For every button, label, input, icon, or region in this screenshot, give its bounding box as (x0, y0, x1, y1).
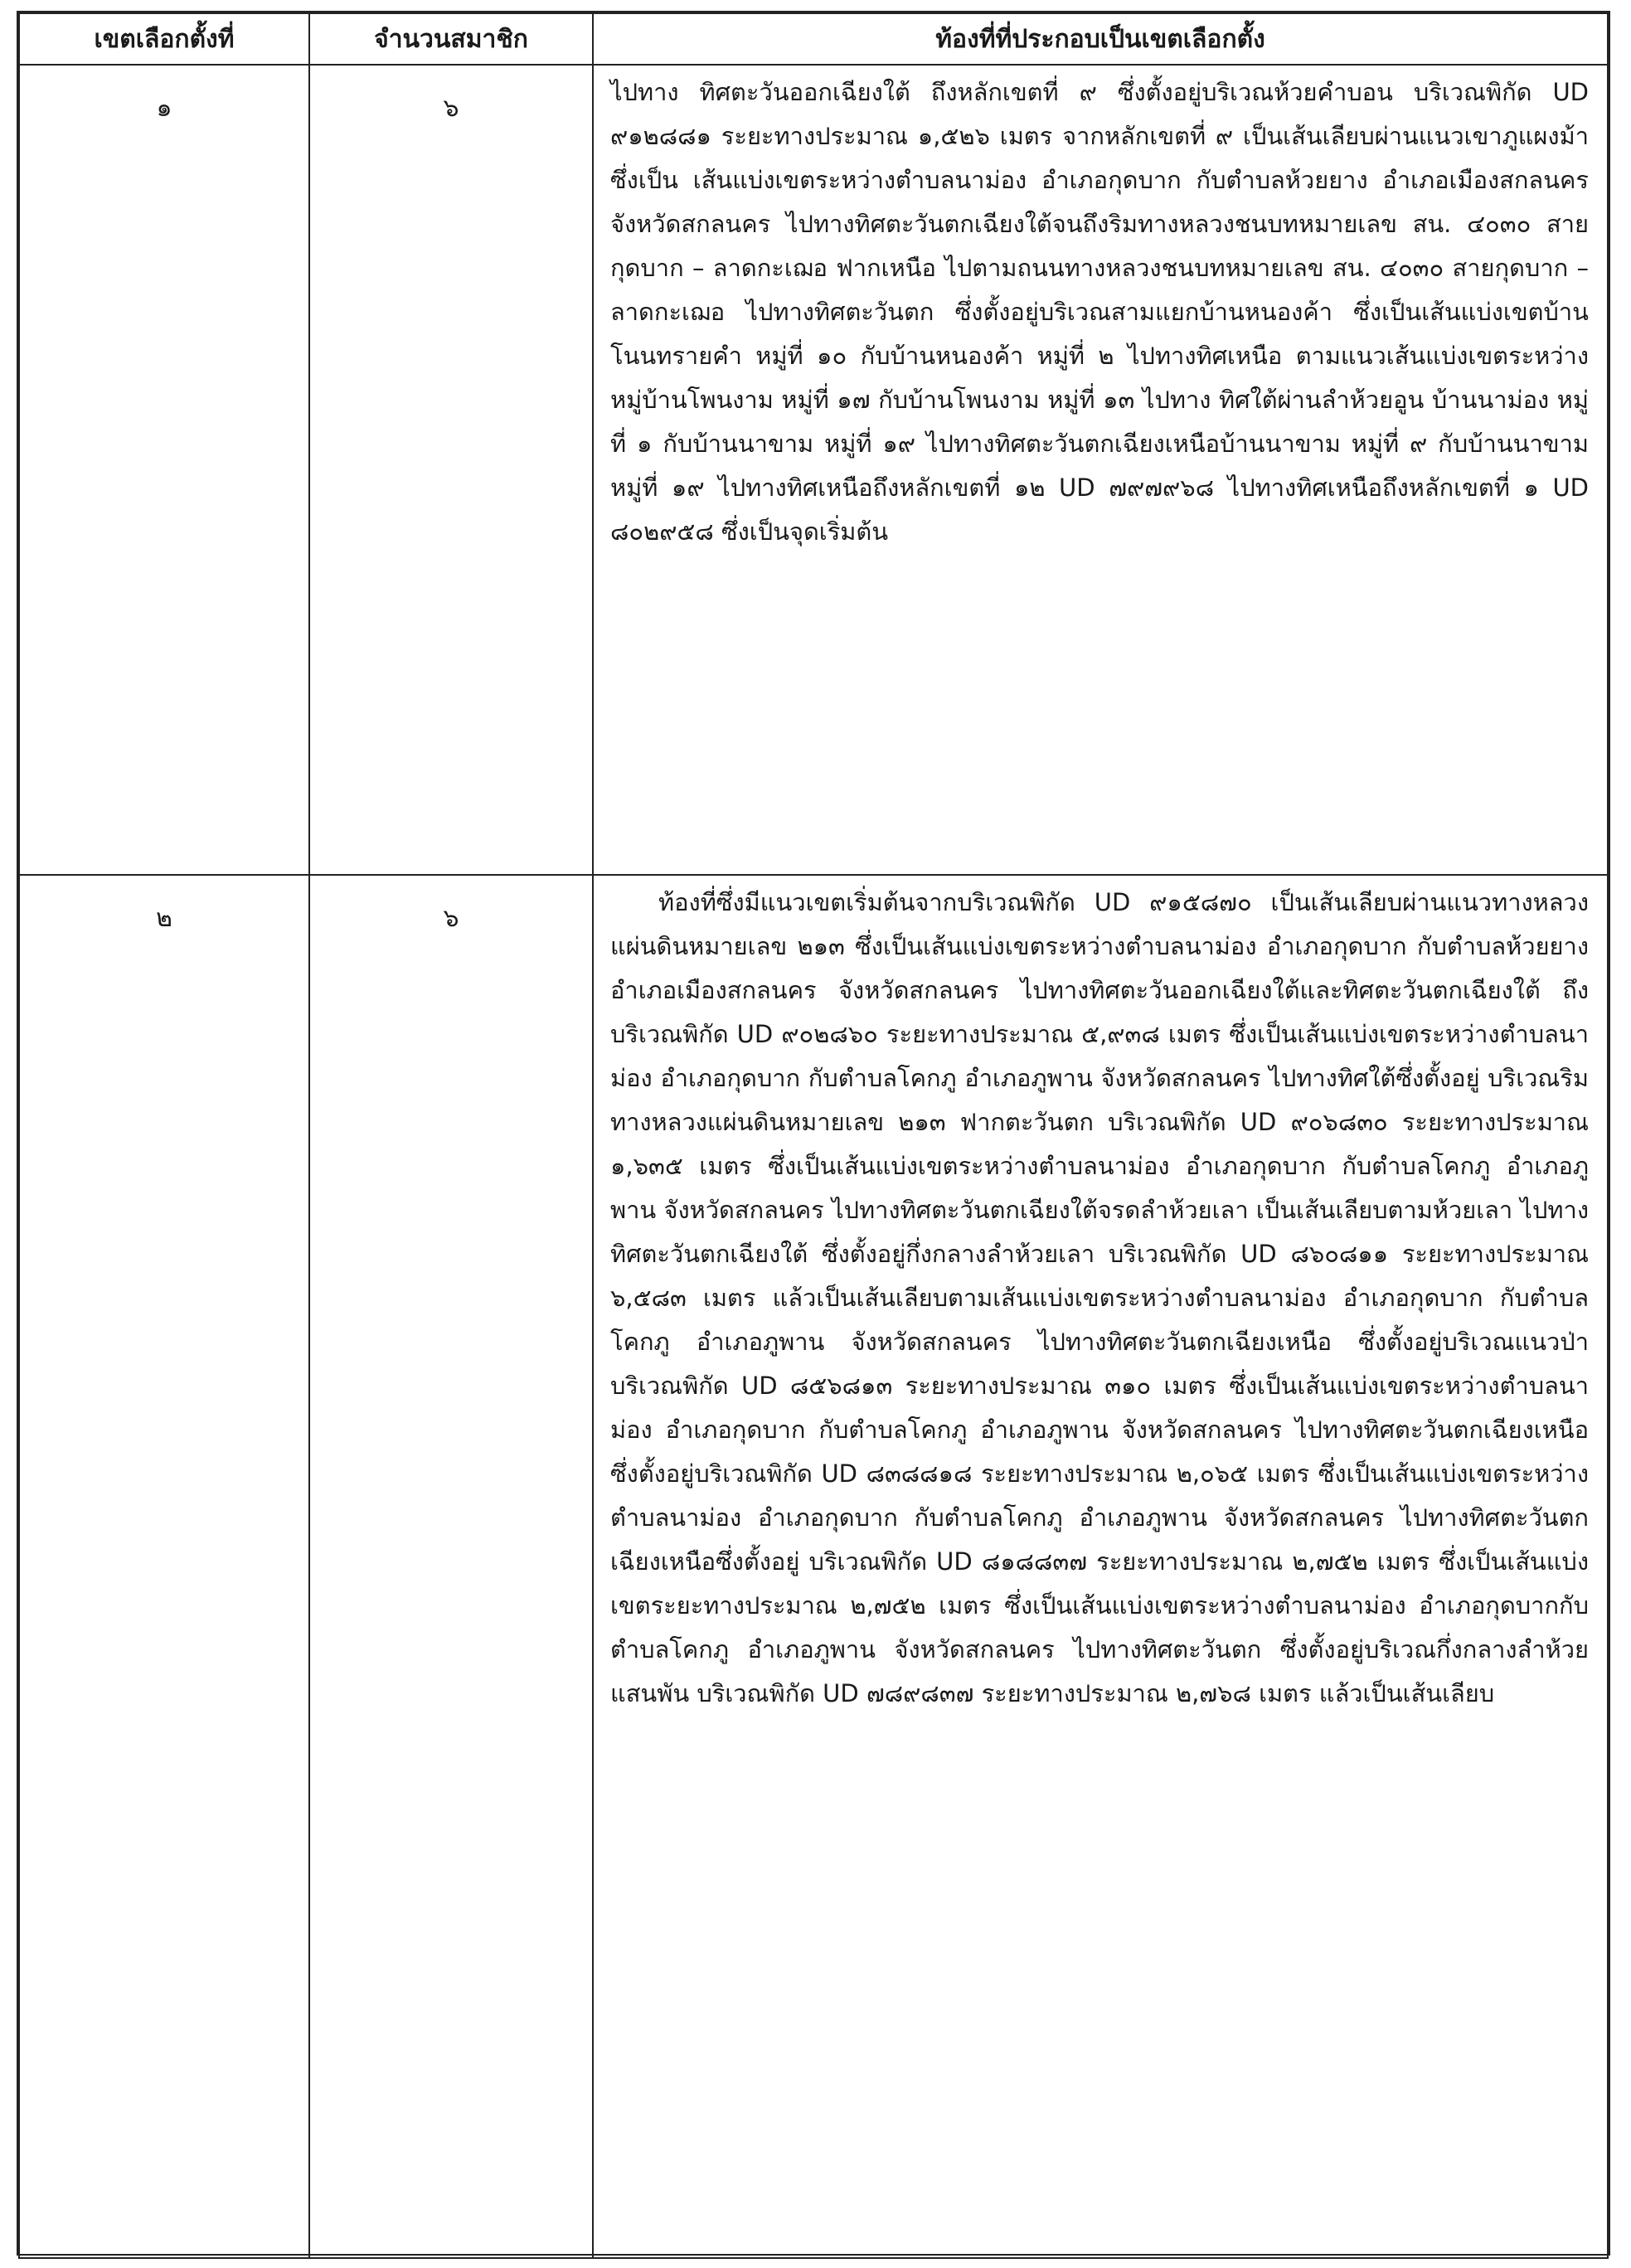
member-count: ๖ (309, 65, 593, 875)
table-row (19, 65, 1608, 875)
area-description: ไปทาง ทิศตะวันออกเฉียงใต้ ถึงหลักเขตที่ ๙ ซึ่งตั้งอยู่บริเวณห้วยคำบอน บริเวณพิกัด UD ๙๑๒๘๘๑ ระยะทางประมาณ ๑,๕๒๖ เมตร จากหลักเขตที่ ๙ เป็นเส้นเลียบผ่านแนวเขาภูแผงม้า ซึ่งเป็น เส้นแบ่งเขตระหว่างตำบลนาม่อง อำเภอกุดบาก กับตำบลห้วยยาง อำเภอเมืองสกลนคร จังหวัดสกลนคร ไปทางทิศตะวันตกเฉียงใต้จนถึงริมทางหลวงชนบทหมายเลข สน. ๔๐๓๐ สายกุดบาก – ลาดกะเฌอ ฟากเหนือ ไปตามถนนทางหลวงชนบทหมายเลข สน. ๔๐๓๐ สายกุดบาก – ลาดกะเฌอ ไปทางทิศตะวันตก ซึ่งตั้งอยู่บริเวณสามแยกบ้านหนองค้า ซึ่งเป็นเส้นแบ่งเขตบ้านโนนทรายคำ หมู่ที่ ๑๐ กับบ้านหนองค้า หมู่ที่ ๒ ไปทางทิศเหนือ ตามแนวเส้นแบ่งเขตระหว่างหมู่บ้านโพนงาม หมู่ที่ ๑๗ กับบ้านโพนงาม หมู่ที่ ๑๓ ไปทาง ทิศใต้ผ่านลำห้วยอูน บ้านนาม่อง หมู่ที่ ๑ กับบ้านนาขาม หมู่ที่ ๑๙ ไปทางทิศตะวันตกเฉียงเหนือบ้านนาขาม หมู่ที่ ๙ กับบ้านนาขาม หมู่ที่ ๑๙ ไปทางทิศเหนือถึงหลักเขตที่ ๑๒ UD ๗๙๗๙๖๘ ไปทางทิศเหนือถึงหลักเขตที่ ๑ UD ๘๐๒๙๕๘ ซึ่งเป็นจุดเริ่มต้น (593, 65, 1608, 875)
document-page (17, 11, 1610, 2256)
header-area: ท้องที่ที่ประกอบเป็นเขตเลือกตั้ง (593, 13, 1608, 65)
table-row (19, 875, 1608, 2258)
area-description-text: ท้องที่ซึ่งมีแนวเขตเริ่มต้นจากบริเวณพิกัด UD ๙๑๕๘๗๐ เป็นเส้นเลียบผ่านแนวทางหลวงแผ่นดินหมายเลข ๒๑๓ ซึ่งเป็นเส้นแบ่งเขตระหว่างตำบลนาม่อง อำเภอกุดบาก กับตำบลห้วยยาง อำเภอเมืองสกลนคร จังหวัดสกลนคร ไปทางทิศตะวันออกเฉียงใต้และทิศตะวันตกเฉียงใต้ ถึงบริเวณพิกัด UD ๙๐๒๘๖๐ ระยะทางประมาณ ๕,๙๓๘ เมตร ซึ่งเป็นเส้นแบ่งเขตระหว่างตำบลนาม่อง อำเภอกุดบาก กับตำบลโคกภู อำเภอภูพาน จังหวัดสกลนคร ไปทางทิศใต้ซึ่งตั้งอยู่ บริเวณริมทางหลวงแผ่นดินหมายเลข ๒๑๓ ฟากตะวันตก บริเวณพิกัด UD ๙๐๖๘๓๐ ระยะทางประมาณ ๑,๖๓๕ เมตร ซึ่งเป็นเส้นแบ่งเขตระหว่างตำบลนาม่อง อำเภอกุดบาก กับตำบลโคกภู อำเภอภูพาน จังหวัดสกลนคร ไปทางทิศตะวันตกเฉียงใต้จรดลำห้วยเลา เป็นเส้นเลียบตามห้วยเลา ไปทางทิศตะวันตกเฉียงใต้ ซึ่งตั้งอยู่กึ่งกลางลำห้วยเลา บริเวณพิกัด UD ๘๖๐๘๑๑ ระยะทางประมาณ ๖,๕๘๓ เมตร แล้วเป็นเส้นเลียบตามเส้นแบ่งเขตระหว่างตำบลนาม่อง อำเภอกุดบาก กับตำบลโคกภู อำเภอภูพาน จังหวัดสกลนคร ไปทางทิศตะวันตกเฉียงเหนือ ซึ่งตั้งอยู่บริเวณแนวป่า บริเวณพิกัด UD ๘๕๖๘๑๓ ระยะทางประมาณ ๓๑๐ เมตร ซึ่งเป็นเส้นแบ่งเขตระหว่างตำบลนาม่อง อำเภอกุดบาก กับตำบลโคกภู อำเภอภูพาน จังหวัดสกลนคร ไปทางทิศตะวันตกเฉียงเหนือ ซึ่งตั้งอยู่บริเวณพิกัด UD ๘๓๘๘๑๘ ระยะทางประมาณ ๒,๐๖๕ เมตร ซึ่งเป็นเส้นแบ่งเขตระหว่างตำบลนาม่อง อำเภอกุดบาก กับตำบลโคกภู อำเภอภูพาน จังหวัดสกลนคร ไปทางทิศตะวันตกเฉียงเหนือซึ่งตั้งอยู่ บริเวณพิกัด UD ๘๑๘๘๓๗ ระยะทางประมาณ ๒,๗๕๒ เมตร ซึ่งเป็นเส้นแบ่งเขตระยะทางประมาณ ๒,๗๕๒ เมตร ซึ่งเป็นเส้นแบ่งเขตระหว่างตำบลนาม่อง อำเภอกุดบากกับตำบลโคกภู อำเภอภูพาน จังหวัดสกลนคร ไปทางทิศตะวันตก ซึ่งตั้งอยู่บริเวณกึ่งกลางลำห้วยแสนพัน บริเวณพิกัด UD ๗๘๙๘๓๗ ระยะทางประมาณ ๒,๗๖๘ เมตร แล้วเป็นเส้นเลียบ (610, 888, 1589, 1707)
header-members: จำนวนสมาชิก (309, 13, 593, 65)
area-description (593, 875, 1608, 2258)
district-number: ๒ (19, 875, 309, 2258)
district-number: ๑ (19, 65, 309, 875)
electoral-district-table (18, 12, 1609, 2259)
header-district: เขตเลือกตั้งที่ (19, 13, 309, 65)
table-header-row (19, 13, 1608, 65)
member-count: ๖ (309, 875, 593, 2258)
